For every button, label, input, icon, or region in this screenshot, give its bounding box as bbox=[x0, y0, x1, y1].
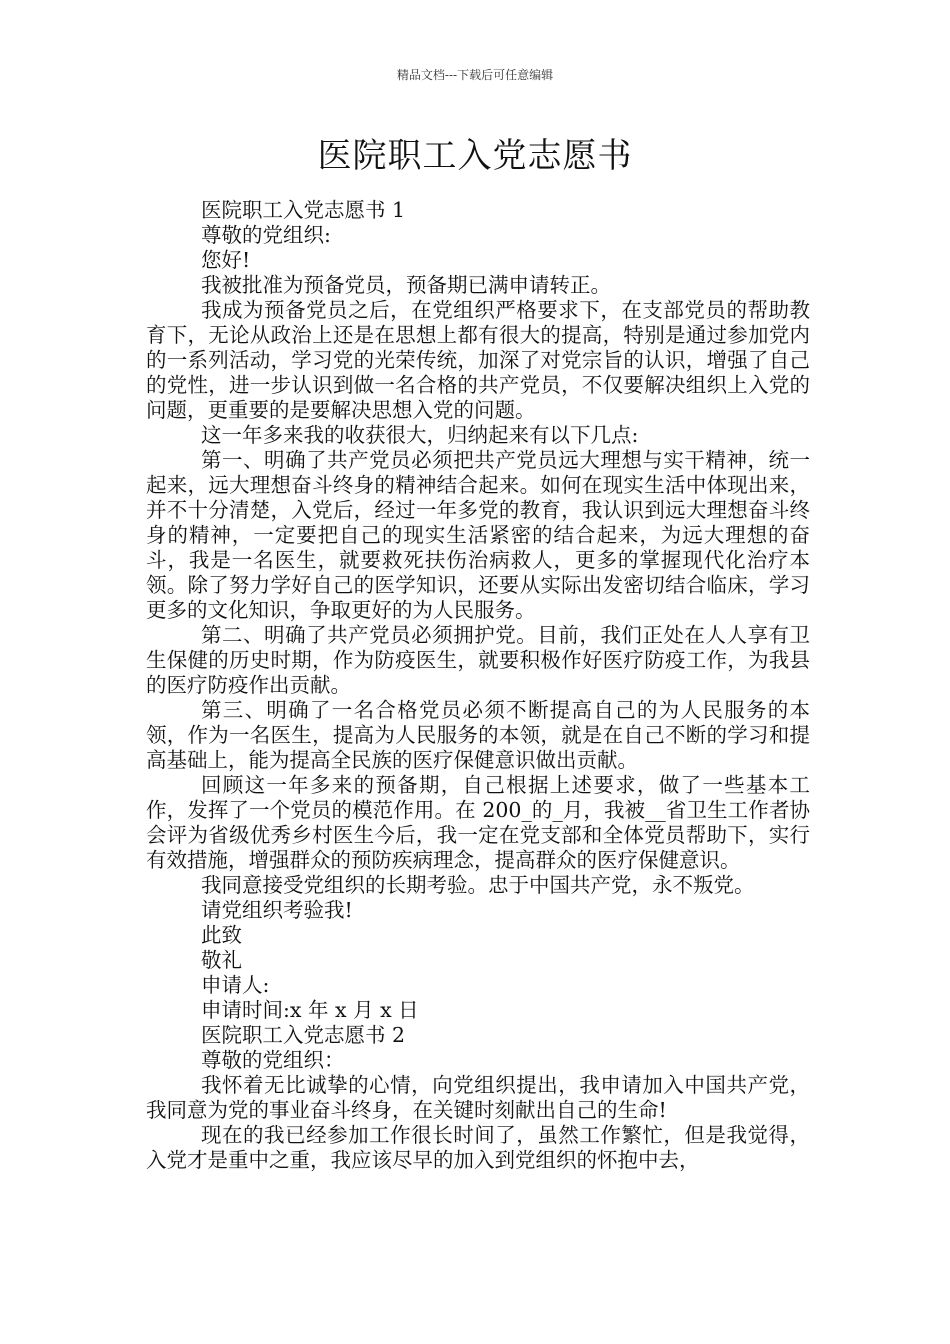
paragraph: 我怀着无比诚挚的心情，向党组织提出，我申请加入中国共产党，我同意为党的事业奋斗终身，在关键时刻献出自己的生命! bbox=[146, 1073, 810, 1122]
paragraph: 申请人: bbox=[201, 973, 270, 997]
paragraph: 我同意接受党组织的长期考验。忠于中国共产党，永不叛党。 bbox=[201, 873, 755, 897]
paragraph: 申请时间:x 年 x 月 x 日 bbox=[201, 998, 419, 1022]
paragraph: 第一、明确了共产党员必须把共产党员远大理想与实干精神，统一起来，远大理想奋斗终身的精神结合起来。如何在现实生活中体现出来，并不十分清楚，入党后，经过一年多党的教育，我认识到远大理想奋斗终身的精神，一定要把自己的现实生活紧密的结合起来，为远大理想的奋斗，我是一名医生，就要救死扶伤治病救人，更多的掌握现代化治疗本领。除了努力学好自己的医学知识，还要从实际出发密切结合临床，学习更多的文化知识，争取更好的为人民服务。 bbox=[146, 448, 810, 622]
paragraph: 我被批准为预备党员，预备期已满申请转正。 bbox=[201, 273, 611, 297]
paragraph: 敬礼 bbox=[201, 948, 242, 972]
paragraph: 第三、明确了一名合格党员必须不断提高自己的为人民服务的本领，作为一名医生，提高为人民服务的本领，就是在自己不断的学习和提高基础上，能为提高全民族的医疗保健意识做出贡献。 bbox=[146, 698, 810, 772]
paragraph: 第二、明确了共产党员必须拥护党。目前，我们正处在人人享有卫生保健的历史时期，作为防疫医生，就要积极作好医疗防疫工作，为我县的医疗防疫作出贡献。 bbox=[146, 623, 810, 697]
paragraph: 您好! bbox=[201, 248, 251, 272]
paragraph: 医院职工入党志愿书 2 bbox=[201, 1023, 406, 1047]
paragraph: 此致 bbox=[201, 923, 242, 947]
paragraph: 尊敬的党组织: bbox=[201, 223, 331, 247]
paragraph: 这一年多来我的收获很大，归纳起来有以下几点: bbox=[201, 423, 639, 447]
paragraph: 尊敬的党组织： bbox=[201, 1048, 345, 1072]
header-note: 精品文档---下载后可任意编辑 bbox=[396, 68, 554, 82]
paragraph: 我成为预备党员之后，在党组织严格要求下，在支部党员的帮助教育下，无论从政治上还是在思想上都有很大的提高，特别是通过参加党内的一系列活动，学习党的光荣传统，加深了对党宗旨的认识，增强了自己的党性，进一步认识到做一名合格的共产党员，不仅要解决组织上入党的问题，更重要的是要解决思想入党的问题。 bbox=[146, 298, 810, 422]
paragraph: 现在的我已经参加工作很长时间了，虽然工作繁忙，但是我觉得，入党才是重中之重，我应该尽早的加入到党组织的怀抱中去， bbox=[146, 1123, 810, 1172]
paragraph: 医院职工入党志愿书 1 bbox=[201, 198, 406, 222]
paragraph: 请党组织考验我! bbox=[201, 898, 353, 922]
paragraph: 回顾这一年多来的预备期，自己根据上述要求，做了一些基本工作，发挥了一个党员的模范作用。在 200_的_月，我被__省卫生工作者协会评为省级优秀乡村医生今后，我一定在党支部和全体党员帮助下，实行有效措施，增强群众的预防疾病理念，提高群众的医疗保健意识。 bbox=[146, 773, 810, 872]
document-title: 医院职工入党志愿书 bbox=[317, 136, 633, 176]
document-body bbox=[146, 198, 810, 1173]
